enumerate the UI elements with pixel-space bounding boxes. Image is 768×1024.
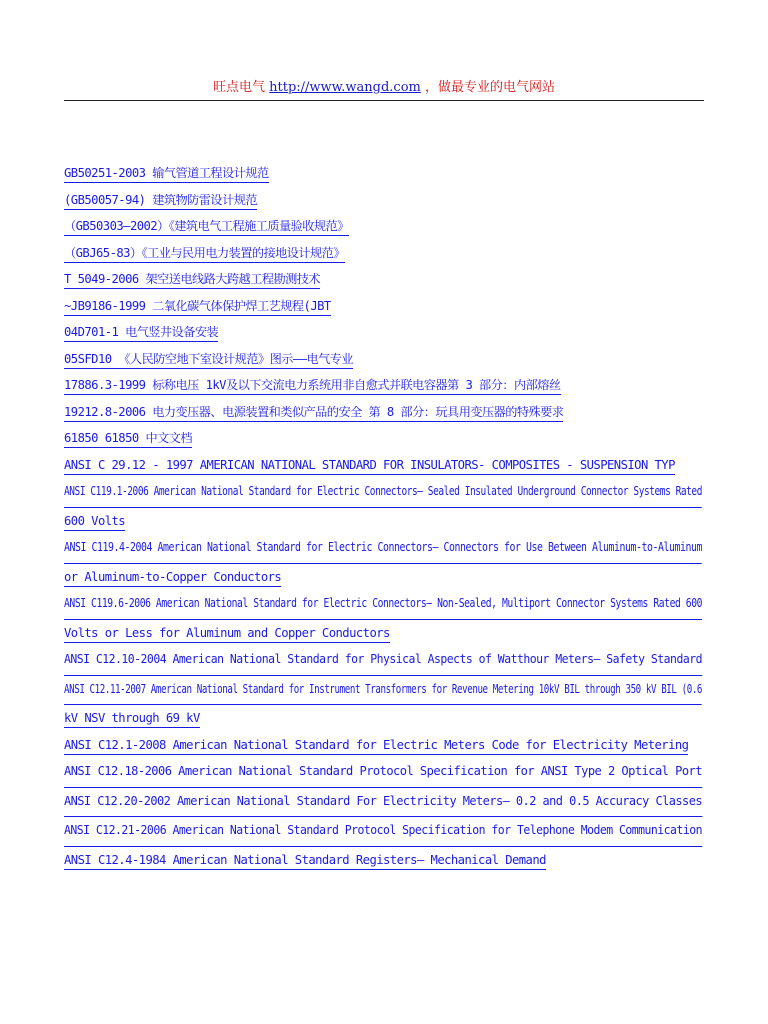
standard-link-continuation[interactable]: 600 Volts <box>64 508 704 535</box>
standard-link[interactable]: (GB50057-94) 建筑物防雷设计规范 <box>64 187 704 214</box>
standard-link-continuation[interactable]: kV NSV through 69 kV <box>64 705 704 732</box>
site-slogan: ，做最专业的电气网站 <box>425 80 556 95</box>
standard-link[interactable]: ANSI C12.20-2002 American National Standard For Electricity Meters— 0.2 and 0.5 Accuracy Classes <box>64 788 704 818</box>
standard-link[interactable]: ANSI C12.18-2006 American National Standard Protocol Specification for ANSI Type 2 Optical Port <box>64 758 704 788</box>
standard-link[interactable]: 04D701-1 电气竖井设备安装 <box>64 319 704 346</box>
standard-link[interactable]: ANSI C12.21-2006 American National Standard Protocol Specification for Telephone Modem Communication <box>64 817 704 847</box>
standard-link[interactable]: ANSI C119.4-2004 American National Standard for Electric Connectors— Connectors for Use Between Aluminum-to-Aluminum <box>64 534 704 564</box>
standard-link[interactable]: ANSI C12.1-2008 American National Standard for Electric Meters Code for Electricity Metering <box>64 732 704 759</box>
standard-link[interactable]: ANSI C12.10-2004 American National Standard for Physical Aspects of Watthour Meters— Safety Standard <box>64 646 704 676</box>
header-divider <box>64 100 704 101</box>
standard-link[interactable]: ANSI C119.6-2006 American National Standard for Electric Connectors— Non-Sealed, Multiport Connector Systems Rated 600 <box>64 590 704 620</box>
standards-link-list <box>64 160 704 873</box>
standard-link[interactable]: ~JB9186-1999 二氧化碳气体保护焊工艺规程(JBT <box>64 293 704 320</box>
standard-link[interactable]: ANSI C12.4-1984 American National Standard Registers— Mechanical Demand <box>64 847 704 874</box>
standard-link[interactable]: ANSI C12.11-2007 American National Standard for Instrument Transformers for Revenue Metering 10kV BIL through 350 kV BIL (0.6 <box>64 676 704 706</box>
page-header <box>0 76 768 95</box>
site-name: 旺点电气 <box>212 80 265 95</box>
standard-link[interactable]: T 5049-2006 架空送电线路大跨越工程勘测技术 <box>64 266 704 293</box>
standard-link[interactable]: 61850 61850 中文文档 <box>64 425 704 452</box>
standard-link[interactable]: ANSI C119.1-2006 American National Standard for Electric Connectors— Sealed Insulated Underground Connector Systems Rated <box>64 478 704 508</box>
standard-link-continuation[interactable]: Volts or Less for Aluminum and Copper Conductors <box>64 620 704 647</box>
standard-link[interactable]: 19212.8-2006 电力变压器、电源装置和类似产品的安全 第 8 部分：玩具用变压器的特殊要求 <box>64 399 704 426</box>
standard-link-continuation[interactable]: or Aluminum-to-Copper Conductors <box>64 564 704 591</box>
standard-link[interactable]: （GB50303—2002）《建筑电气工程施工质量验收规范》 <box>64 213 704 240</box>
site-url-link[interactable]: http://www.wangd.com <box>269 80 421 95</box>
standard-link[interactable]: ANSI C 29.12 - 1997 AMERICAN NATIONAL STANDARD FOR INSULATORS- COMPOSITES - SUSPENSION TYP <box>64 452 704 479</box>
standard-link[interactable]: 17886.3-1999 标称电压 1kV及以下交流电力系统用非自愈式并联电容器第 3 部分：内部熔丝 <box>64 372 704 399</box>
standard-link[interactable]: （GBJ65-83）《工业与民用电力装置的接地设计规范》 <box>64 240 704 267</box>
standard-link[interactable]: GB50251-2003 输气管道工程设计规范 <box>64 160 704 187</box>
standard-link[interactable]: 05SFD10 《人民防空地下室设计规范》图示——电气专业 <box>64 346 704 373</box>
